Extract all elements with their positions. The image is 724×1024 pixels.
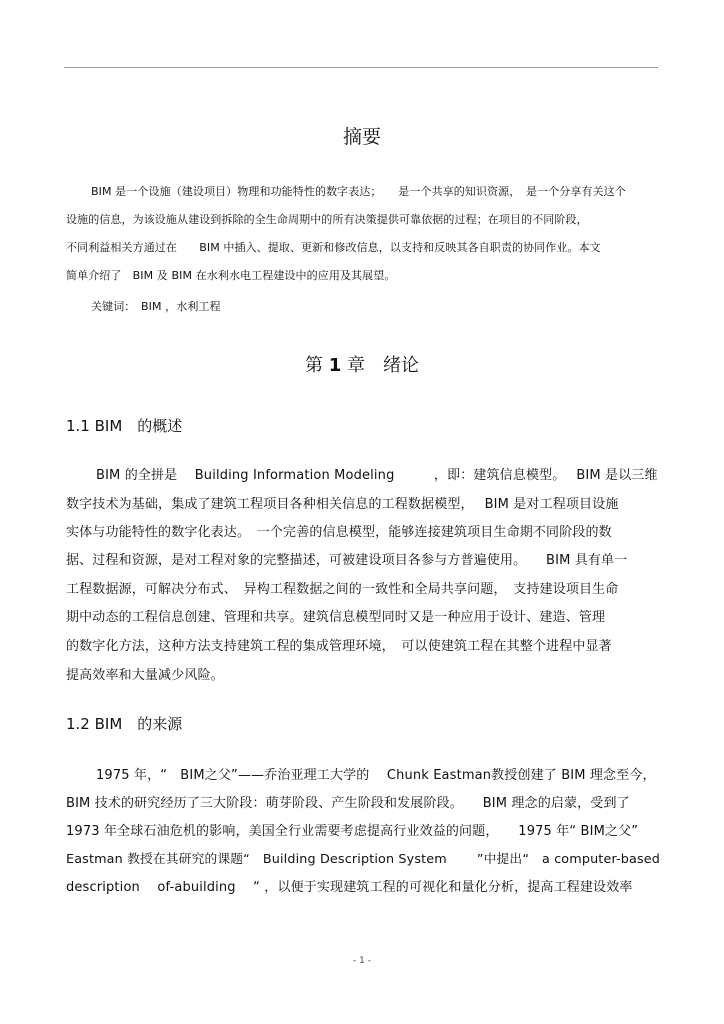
paragraph-line: 1973 年全球石油危机的影响，美国全行业需要考虑提高行业效益的问题， 1975 年“ BIM之父” xyxy=(66,824,639,839)
page-number: - 1 - xyxy=(353,956,371,966)
chapter-title xyxy=(0,351,724,377)
paragraph-line: description of-abuilding “ ，以便于实现建筑工程的可视化和量化分析，提高工程建设效率 xyxy=(66,880,633,895)
chapter-prefix: 第 xyxy=(305,355,323,376)
paragraph-line: 的数字化方法，这种方法支持建筑工程的集成管理环境， 可以使建筑工程在其整个进程中显著 xyxy=(66,639,612,654)
header-rule xyxy=(64,67,658,68)
abstract-line: 设施的信息，为该设施从建设到拆除的全生命周期中的所有决策提供可靠依据的过程；在项目的不同阶段， xyxy=(66,213,588,226)
section-heading: 1.1 BIM 的概述 xyxy=(66,417,183,435)
paragraph-line: 据、过程和资源，是对工程对象的完整描述，可被建设项目各参与方普遍使用。 BIM 具有单一 xyxy=(66,553,628,568)
chapter-suffix: 章 绪论 xyxy=(347,355,419,376)
abstract-line: BIM 是一个设施（建设项目）物理和功能特性的数字表达； 是一个共享的知识资源， 是一个分享有关这个 xyxy=(91,185,626,198)
paragraph-line: BIM 的全拼是 Building Information Modeling ，即：建筑信息模型。 BIM 是以三维 xyxy=(96,468,658,483)
paragraph-line: BIM 技术的研究经历了三大阶段：萌芽阶段、产生阶段和发展阶段。 BIM 理念的启蒙，受到了 xyxy=(66,796,630,811)
abstract-title: 摘要 xyxy=(342,126,381,148)
abstract-line: 不同利益相关方通过在 BIM 中插入、提取、更新和修改信息，以支持和反映其各自职责的协同作业。本文 xyxy=(66,241,601,254)
paragraph-line: 提高效率和大量减少风险。 xyxy=(66,668,224,683)
paragraph-line: 实体与功能特性的数字化表达。 一个完善的信息模型，能够连接建筑项目生命期不同阶段的数 xyxy=(66,525,612,540)
paragraph-line: 期中动态的工程信息创建、管理和共享。建筑信息模型同时又是一种应用于设计、建造、管理 xyxy=(66,610,606,625)
paragraph-line: 数字技术为基础，集成了建筑工程项目各种相关信息的工程数据模型， BIM 是对工程项目设施 xyxy=(66,497,619,512)
paragraph-line: Eastman 教授在其研究的课题“ Building Description System ”中提出“ a computer-based xyxy=(66,852,661,867)
chapter-number: 1 xyxy=(328,355,342,376)
paragraph-line: 工程数据源，可解决分布式、 异构工程数据之间的一致性和全局共享问题， 支持建设项目生命 xyxy=(66,582,619,597)
keywords: 关键词： BIM ，水利工程 xyxy=(91,300,221,313)
section-heading: 1.2 BIM 的来源 xyxy=(66,715,183,733)
abstract-line: 简单介绍了 BIM 及 BIM 在水利水电工程建设中的应用及其展望。 xyxy=(66,269,396,282)
paragraph-line: 1975 年，“ BIM之父”——乔治亚理工大学的 Chunk Eastman教授创建了 BIM 理念至今， xyxy=(96,768,656,783)
